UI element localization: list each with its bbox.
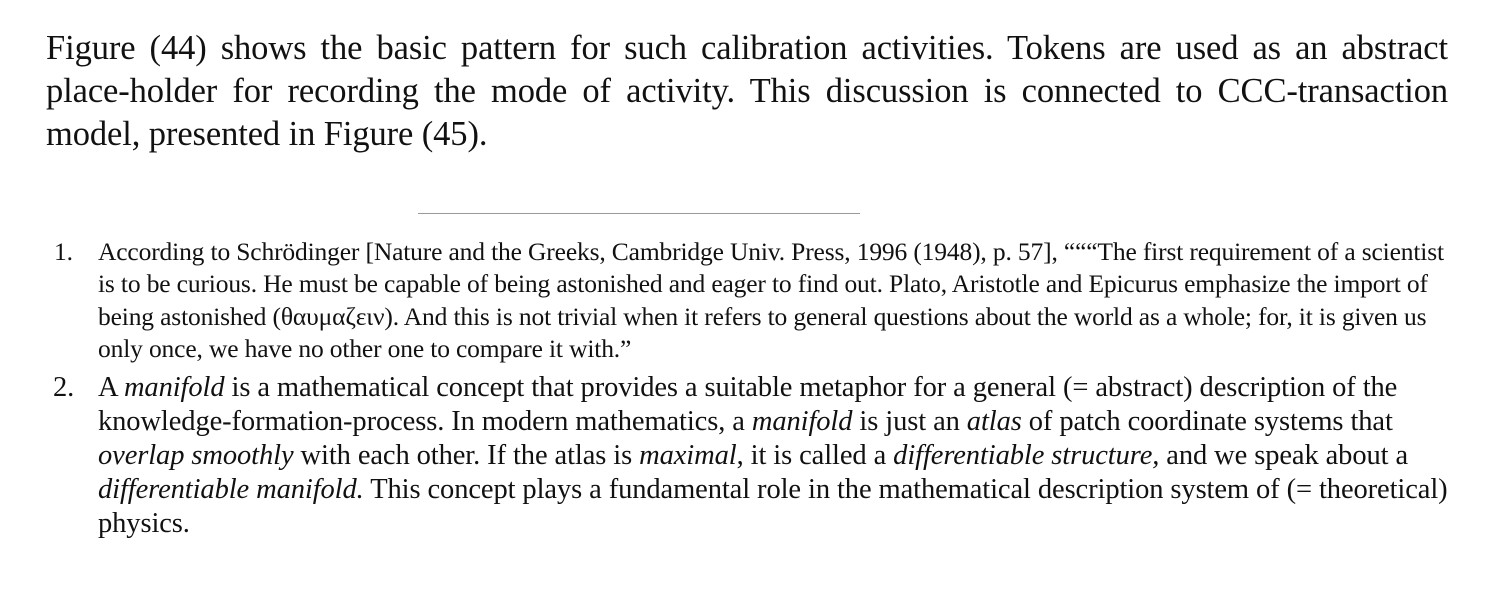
footnote-text-run: with each other. If the atlas is: [293, 440, 640, 472]
footnote-separator: [418, 213, 860, 214]
italic-term-differentiable-manifold: differentiable manifold.: [98, 474, 364, 506]
footnote-text: According to Schrödinger [Nature and the Greeks, Cambridge Univ. Press, 1996 (1948), p. 57], “““The first requirement of a scientist is to be curious. He must be capable of being astonished and eager to find out. Plato, Aristotle and Epicurus emphasize the import of being astonished (θαυμαζειν). And this is not trivial when it refers to general questions about the world as a whole; for, it is given us only once, we have no other one to compare it with.”: [98, 237, 1444, 364]
footnote-text: [98, 372, 1448, 540]
footnote-text-run: A: [98, 371, 124, 403]
italic-term-maximal: maximal: [639, 440, 737, 472]
footnote-2: [46, 371, 1448, 542]
body-paragraph: Figure (44) shows the basic pattern for such calibration activities. Tokens are used as an abstract place-holder for recording the mode of activity. This discussion is connected to CCC-transaction model, presented in Figure (45).: [46, 29, 1448, 153]
footnote-number: 2.: [53, 371, 75, 403]
italic-term-differentiable-structure: differentiable structure,: [893, 440, 1160, 472]
footnote-text-run: This concept plays a fundamental role in the mathematical description system of (= theoretical) physics.: [98, 474, 1448, 540]
footnote-number: 1.: [54, 237, 73, 266]
italic-term-atlas: atlas: [966, 405, 1022, 437]
italic-term-manifold: manifold: [123, 371, 225, 403]
footnote-list: [46, 236, 1448, 542]
footnote-text-run: and we speak about a: [1159, 440, 1409, 472]
footnote-text-run: , it is called a: [736, 440, 894, 472]
italic-term-overlap-smoothly: overlap smoothly: [98, 440, 294, 472]
italic-term-manifold: manifold: [751, 405, 853, 437]
footnote-text-run: of patch coordinate systems that: [1021, 405, 1393, 437]
footnote-text-run: is just an: [852, 405, 967, 437]
footnote-text-run: is a mathematical concept that provides a suitable metaphor for a general (= abstract) description of the knowledge-formation-process. In modern mathematics, a: [98, 371, 1398, 437]
footnote-1: [46, 236, 1448, 366]
